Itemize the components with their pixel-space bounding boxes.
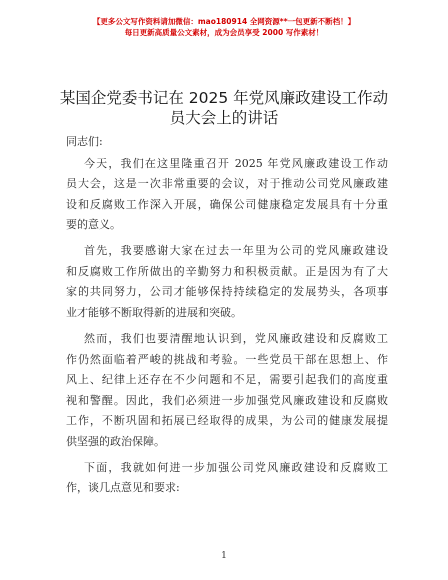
page-number: 1: [221, 551, 227, 561]
salutation: 同志们:: [66, 135, 103, 148]
paragraph-1-line-1: 今天，我们在这里隆重召开 2025 年党风廉政建设工作动: [84, 157, 388, 170]
paragraph-2-line-1: 首先，我要感谢大家在过去一年里为公司的党风廉政建设: [84, 244, 388, 257]
paragraph-4-line-1: 下面，我就如何进一步加强公司党风廉政建设和反腐败工: [84, 461, 388, 474]
paragraph-2-line-2: 和反腐败工作所做出的辛勤努力和积极贡献。正是因为有了大: [66, 265, 388, 278]
paragraph-3-line-4: 视和警醒。因此，我们必须进一步加强党风廉政建设和反腐败: [66, 394, 388, 407]
paragraph-3-line-1: 然而，我们也要清醒地认识到，党风廉政建设和反腐败工: [84, 332, 388, 345]
paragraph-1-line-3: 设和反腐败工作深入开展，确保公司健康稳定发展具有十分重: [66, 198, 388, 211]
paragraph-4-line-2: 作，谈几点意见和要求:: [66, 481, 180, 494]
paragraph-3-line-5: 工作，不断巩固和拓展已经取得的成果，为公司的健康发展提: [66, 414, 388, 427]
paragraph-3-line-3: 风上、纪律上还存在不少问题和不足，需要引起我们的高度重: [66, 373, 388, 386]
document-title-line-2: 员大会上的讲话: [169, 109, 279, 127]
promo-banner-line-2: 每日更新高质量公文素材，成为会员享受 2000 写作素材！: [124, 28, 324, 37]
paragraph-1-line-2: 员大会，这是一次非常重要的会议，对于推动公司党风廉政建: [66, 177, 388, 190]
document-title-line-1: 某国企党委书记在 2025 年党风廉政建设工作动: [59, 89, 389, 107]
paragraph-3-line-6: 供坚强的政治保障。: [66, 435, 165, 448]
paragraph-3-line-2: 作仍然面临着严峻的挑战和考验。一些党员干部在思想上、作: [66, 353, 388, 366]
paragraph-2-line-4: 业才能够不断取得新的进展和突破。: [66, 306, 242, 319]
promo-banner-line-1: 【更多公文写作资料请加微信：mao180914 全网资源**一包更新不断档！】: [92, 17, 356, 26]
paragraph-2-line-3: 家的共同努力，公司才能够保持持续稳定的发展势头，各项事: [66, 285, 388, 298]
paragraph-1-line-4: 要的意义。: [66, 218, 121, 231]
